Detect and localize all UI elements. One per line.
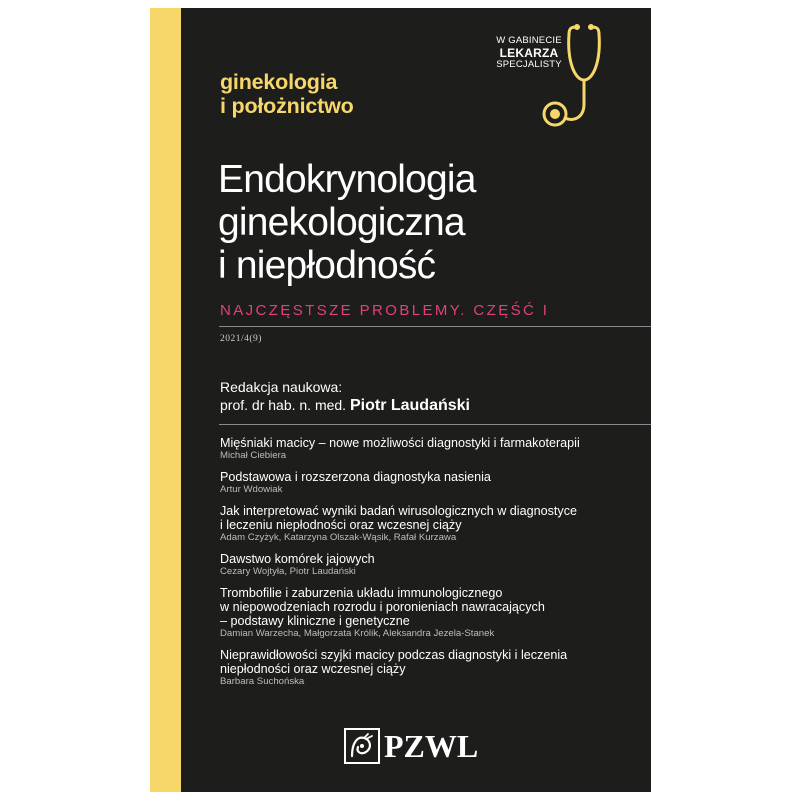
book-title [218,158,476,287]
series-line-2: i położnictwo [220,94,354,118]
badge-line-2: LEKARZA [499,45,559,60]
badge-line-3: SPECJALISTY [496,58,562,70]
title-line-2: ginekologiczna [218,201,465,244]
toc-item-title: – podstawy kliniczne i genetyczne [220,614,410,628]
toc-item [220,552,640,578]
book-cover [150,8,651,792]
editor-name: Piotr Laudański [349,397,470,414]
pzwl-logo-icon [344,728,380,764]
divider [219,326,651,327]
issue-number: 2021/4(9) [220,334,262,344]
title-line-1: Endokrynologia [218,158,476,201]
toc-item-title: Jak interpretować wyniki badań wirusologicznych w diagnostyce [220,504,577,518]
toc-item-authors: Cezary Wojtyła, Piotr Laudański [220,566,356,577]
editor-label: Redakcja naukowa: [220,379,343,395]
table-of-contents [220,436,640,696]
badge-line-1: W GABINECIE [496,35,562,46]
toc-item-authors: Adam Czyżyk, Katarzyna Olszak-Wąsik, Rafał Kurzawa [220,532,457,543]
toc-item [220,504,640,544]
editor-block [220,378,470,415]
toc-item-title: Trombofilie i zaburzenia układu immunologicznego [220,586,503,600]
yellow-spine-stripe [150,8,181,792]
series-badge [493,36,565,70]
toc-item-authors: Artur Wdowiak [220,484,283,495]
series-line-1: ginekologia [220,70,338,94]
toc-item-title: w niepowodzeniach rozrodu i poronieniach nawracających [220,600,545,614]
toc-item-title: Podstawowa i rozszerzona diagnostyka nasienia [220,470,491,484]
toc-item-title: Mięśniaki macicy – nowe możliwości diagnostyki i farmakoterapii [220,436,580,450]
toc-item-title: i leczeniu niepłodności oraz wczesnej ciąży [220,518,462,532]
toc-item-authors: Damian Warzecha, Małgorzata Królik, Aleksandra Jezela-Stanek [220,628,495,639]
toc-item-title: Dawstwo komórek jajowych [220,552,375,566]
title-line-3: i niepłodność [218,244,436,287]
publisher-logo [344,728,478,764]
toc-item-title: Nieprawidłowości szyjki macicy podczas diagnostyki i leczenia [220,648,568,662]
divider [219,424,651,425]
publisher-name: PZWL [384,728,479,764]
toc-item [220,586,640,640]
toc-item-authors: Michał Ciebiera [220,450,287,461]
toc-item-title: niepłodności oraz wczesnej ciąży [220,662,406,676]
series-title [220,70,354,118]
toc-item [220,436,640,462]
editor-prefix: prof. dr hab. n. med. [220,397,350,413]
toc-item [220,648,640,688]
toc-item [220,470,640,496]
editor-line [220,396,470,415]
toc-item-authors: Barbara Suchońska [220,676,305,687]
book-subtitle: NAJCZĘSTSZE PROBLEMY. CZĘŚĆ I [220,302,550,319]
